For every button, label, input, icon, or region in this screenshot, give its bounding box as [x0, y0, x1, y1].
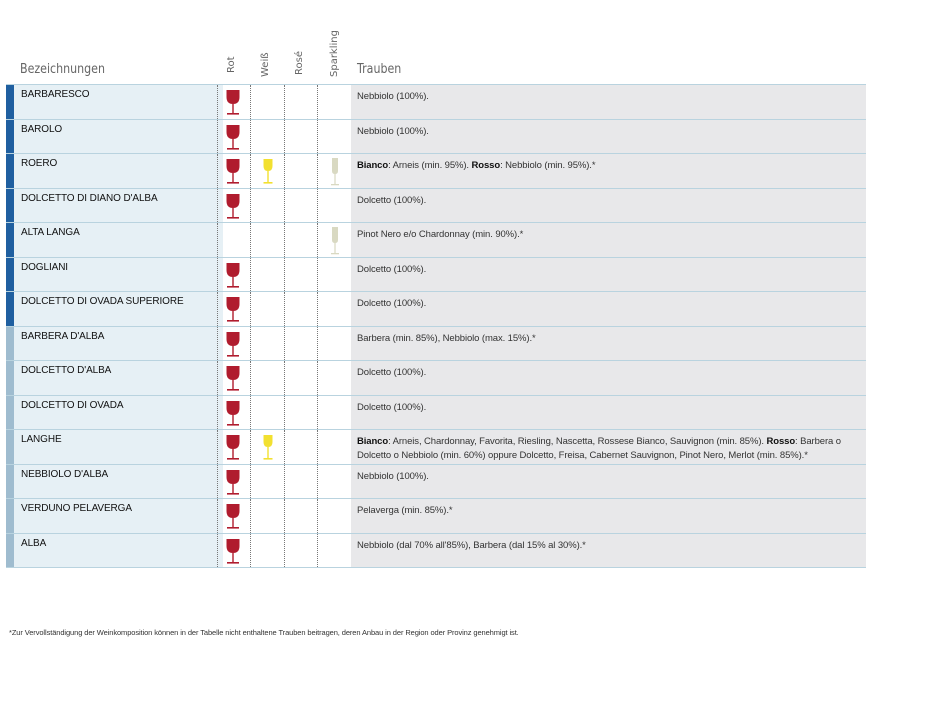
grape-text: Nebbiolo (100%). [357, 125, 429, 137]
cell-weiss [250, 258, 284, 292]
grape-varieties [351, 361, 866, 395]
cell-rose [284, 189, 318, 223]
grape-varieties [351, 499, 866, 533]
table-row [6, 430, 866, 465]
cell-rot [217, 154, 251, 188]
grape-text: Dolcetto (100%). [357, 367, 427, 378]
appellation-name: BARBERA D'ALBA [14, 327, 223, 361]
cell-rose [284, 223, 318, 257]
grape-text: : Arneis (min. 95%). [388, 160, 472, 171]
cell-sparkling [317, 85, 352, 119]
grape-text: Nebbiolo (100%). [357, 91, 429, 102]
red-wine-glass-icon [225, 157, 241, 192]
cell-sparkling [317, 361, 352, 395]
cell-rot [217, 396, 251, 430]
sparkling-wine-glass-icon [329, 157, 341, 192]
cell-rot [217, 258, 251, 292]
header-rose: Rosé [294, 51, 305, 75]
cell-weiss [250, 430, 284, 464]
grape-varieties [351, 258, 866, 292]
red-wine-glass-icon [225, 192, 241, 227]
cell-rose [284, 327, 318, 361]
cell-weiss [250, 465, 284, 499]
cell-rose [284, 120, 318, 154]
grape-text: : Arneis, Chardonnay, Favorita, Riesling, Nascetta, Rossese Bianco, Sauvignon (min. 85%). [388, 436, 767, 447]
appellation-name: ALTA LANGA [14, 223, 223, 257]
cell-sparkling [317, 396, 352, 430]
red-wine-glass-icon [225, 468, 241, 503]
header-sparkling: Sparkling [329, 30, 340, 77]
wine-style-label: Bianco [357, 436, 389, 447]
appellation-name: DOLCETTO DI OVADA SUPERIORE [14, 292, 223, 326]
cell-weiss [250, 85, 284, 119]
appellation-name: BAROLO [14, 120, 223, 154]
cell-weiss [250, 499, 284, 533]
appellation-name: DOLCETTO DI OVADA [14, 396, 223, 430]
cell-sparkling [317, 327, 352, 361]
red-wine-glass-icon [225, 123, 241, 158]
red-wine-glass-icon [225, 88, 241, 123]
cell-rose [284, 499, 318, 533]
cell-sparkling [317, 258, 352, 292]
grape-text: Barbera (min. 85%), Nebbiolo (max. 15%).* [357, 332, 536, 344]
cell-weiss [250, 361, 284, 395]
grape-varieties [351, 327, 866, 361]
doc-marker [6, 396, 14, 430]
wine-style-label: Rosso [471, 160, 501, 171]
grape-varieties [351, 465, 866, 499]
table-row [6, 465, 866, 500]
grape-varieties [351, 85, 866, 119]
cell-rot [217, 327, 251, 361]
cell-weiss [250, 154, 284, 188]
cell-weiss [250, 120, 284, 154]
cell-rot [217, 85, 251, 119]
table-row [6, 223, 866, 258]
sparkling-wine-glass-icon [329, 226, 341, 261]
red-wine-glass-icon [225, 502, 241, 537]
header-trauben: Trauben [357, 62, 402, 77]
cell-rose [284, 292, 318, 326]
header-weiss: Weiß [260, 52, 271, 77]
docg-marker [6, 189, 14, 223]
grape-text: Dolcetto (100%). [357, 401, 427, 413]
grape-varieties [351, 154, 866, 188]
appellation-name: DOLCETTO DI DIANO D'ALBA [14, 189, 223, 223]
appellation-table [6, 84, 866, 568]
grape-text: Pelaverga (min. 85%).* [357, 505, 453, 516]
appellation-name: ROERO [14, 154, 223, 188]
cell-rose [284, 430, 318, 464]
doc-marker [6, 465, 14, 499]
cell-weiss [250, 396, 284, 430]
cell-rose [284, 154, 318, 188]
wine-style-label: Rosso [766, 436, 796, 447]
cell-sparkling [317, 189, 352, 223]
table-row [6, 499, 866, 534]
table-row [6, 292, 866, 327]
doc-marker [6, 361, 14, 395]
cell-weiss [250, 223, 284, 257]
table-row [6, 84, 866, 120]
docg-marker [6, 223, 14, 257]
red-wine-glass-icon [225, 295, 241, 330]
appellation-name: NEBBIOLO D'ALBA [14, 465, 223, 499]
docg-marker [6, 258, 14, 292]
white-wine-glass-icon [262, 157, 274, 192]
appellation-name: DOGLIANI [14, 258, 223, 292]
red-wine-glass-icon [225, 433, 241, 468]
cell-sparkling [317, 120, 352, 154]
cell-sparkling [317, 430, 352, 464]
cell-sparkling [317, 292, 352, 326]
cell-rot [217, 465, 251, 499]
docg-marker [6, 154, 14, 188]
grape-text: Dolcetto (100%). [357, 298, 427, 309]
grape-varieties [351, 534, 866, 568]
header-rot: Rot [226, 56, 237, 73]
grape-varieties [351, 120, 866, 154]
docg-marker [6, 120, 14, 154]
cell-rose [284, 396, 318, 430]
grape-text: : Nebbiolo (min. 95%).* [500, 160, 596, 171]
cell-weiss [250, 189, 284, 223]
cell-weiss [250, 534, 284, 568]
red-wine-glass-icon [225, 399, 241, 434]
appellation-name: VERDUNO PELAVERGA [14, 499, 223, 533]
cell-rose [284, 361, 318, 395]
cell-weiss [250, 327, 284, 361]
cell-rose [284, 465, 318, 499]
red-wine-glass-icon [225, 261, 241, 296]
cell-rot [217, 499, 251, 533]
cell-rot [217, 223, 251, 257]
grape-varieties [351, 189, 866, 223]
table-row [6, 258, 866, 293]
grape-text: Pinot Nero e/o Chardonnay (min. 90%).* [357, 229, 524, 240]
appellation-name: DOLCETTO D'ALBA [14, 361, 223, 395]
cell-sparkling [317, 534, 352, 568]
cell-sparkling [317, 499, 352, 533]
appellation-name: ALBA [14, 534, 223, 568]
cell-rot [217, 534, 251, 568]
grape-text: Nebbiolo (dal 70% all'85%), Barbera (dal 15% al 30%).* [357, 539, 586, 551]
cell-rot [217, 292, 251, 326]
grape-text: : Barbera o Dolcetto o Nebbiolo (min. 60%) oppure Dolcetto, Freisa, Cabernet Sauvignon, Pinot Nero, Merlot (min. 85%).* [357, 436, 841, 461]
appellation-name: LANGHE [14, 430, 223, 464]
wine-style-label: Bianco [357, 160, 389, 171]
appellation-name: BARBARESCO [14, 85, 223, 119]
doc-marker [6, 327, 14, 361]
cell-rose [284, 258, 318, 292]
cell-sparkling [317, 465, 352, 499]
grape-varieties [351, 396, 866, 430]
docg-marker [6, 85, 14, 119]
table-row [6, 120, 866, 155]
grape-varieties [351, 223, 866, 257]
grape-text: Dolcetto (100%). [357, 263, 427, 275]
doc-marker [6, 534, 14, 568]
cell-rot [217, 430, 251, 464]
cell-weiss [250, 292, 284, 326]
doc-marker [6, 430, 14, 464]
red-wine-glass-icon [225, 330, 241, 365]
footnote: *Zur Vervollständigung der Weinkomposition können in der Tabelle nicht enthaltene Trauben beitragen, deren Anbau in der Region oder Provinz genehmigt ist. [9, 628, 519, 637]
grape-text: Nebbiolo (100%). [357, 470, 429, 482]
cell-rot [217, 189, 251, 223]
table-row [6, 154, 866, 189]
cell-rose [284, 85, 318, 119]
doc-marker [6, 499, 14, 533]
red-wine-glass-icon [225, 537, 241, 572]
grape-text: Dolcetto (100%). [357, 194, 427, 206]
cell-sparkling [317, 154, 352, 188]
cell-rot [217, 361, 251, 395]
cell-sparkling [317, 223, 352, 257]
table-row [6, 327, 866, 362]
header-bezeichnungen: Bezeichnungen [20, 62, 105, 77]
red-wine-glass-icon [225, 364, 241, 399]
white-wine-glass-icon [262, 433, 274, 468]
table-row [6, 361, 866, 396]
grape-varieties [351, 292, 866, 326]
table-row [6, 396, 866, 431]
grape-varieties [351, 430, 866, 464]
cell-rot [217, 120, 251, 154]
docg-marker [6, 292, 14, 326]
cell-rose [284, 534, 318, 568]
table-row [6, 189, 866, 224]
table-row [6, 534, 866, 569]
